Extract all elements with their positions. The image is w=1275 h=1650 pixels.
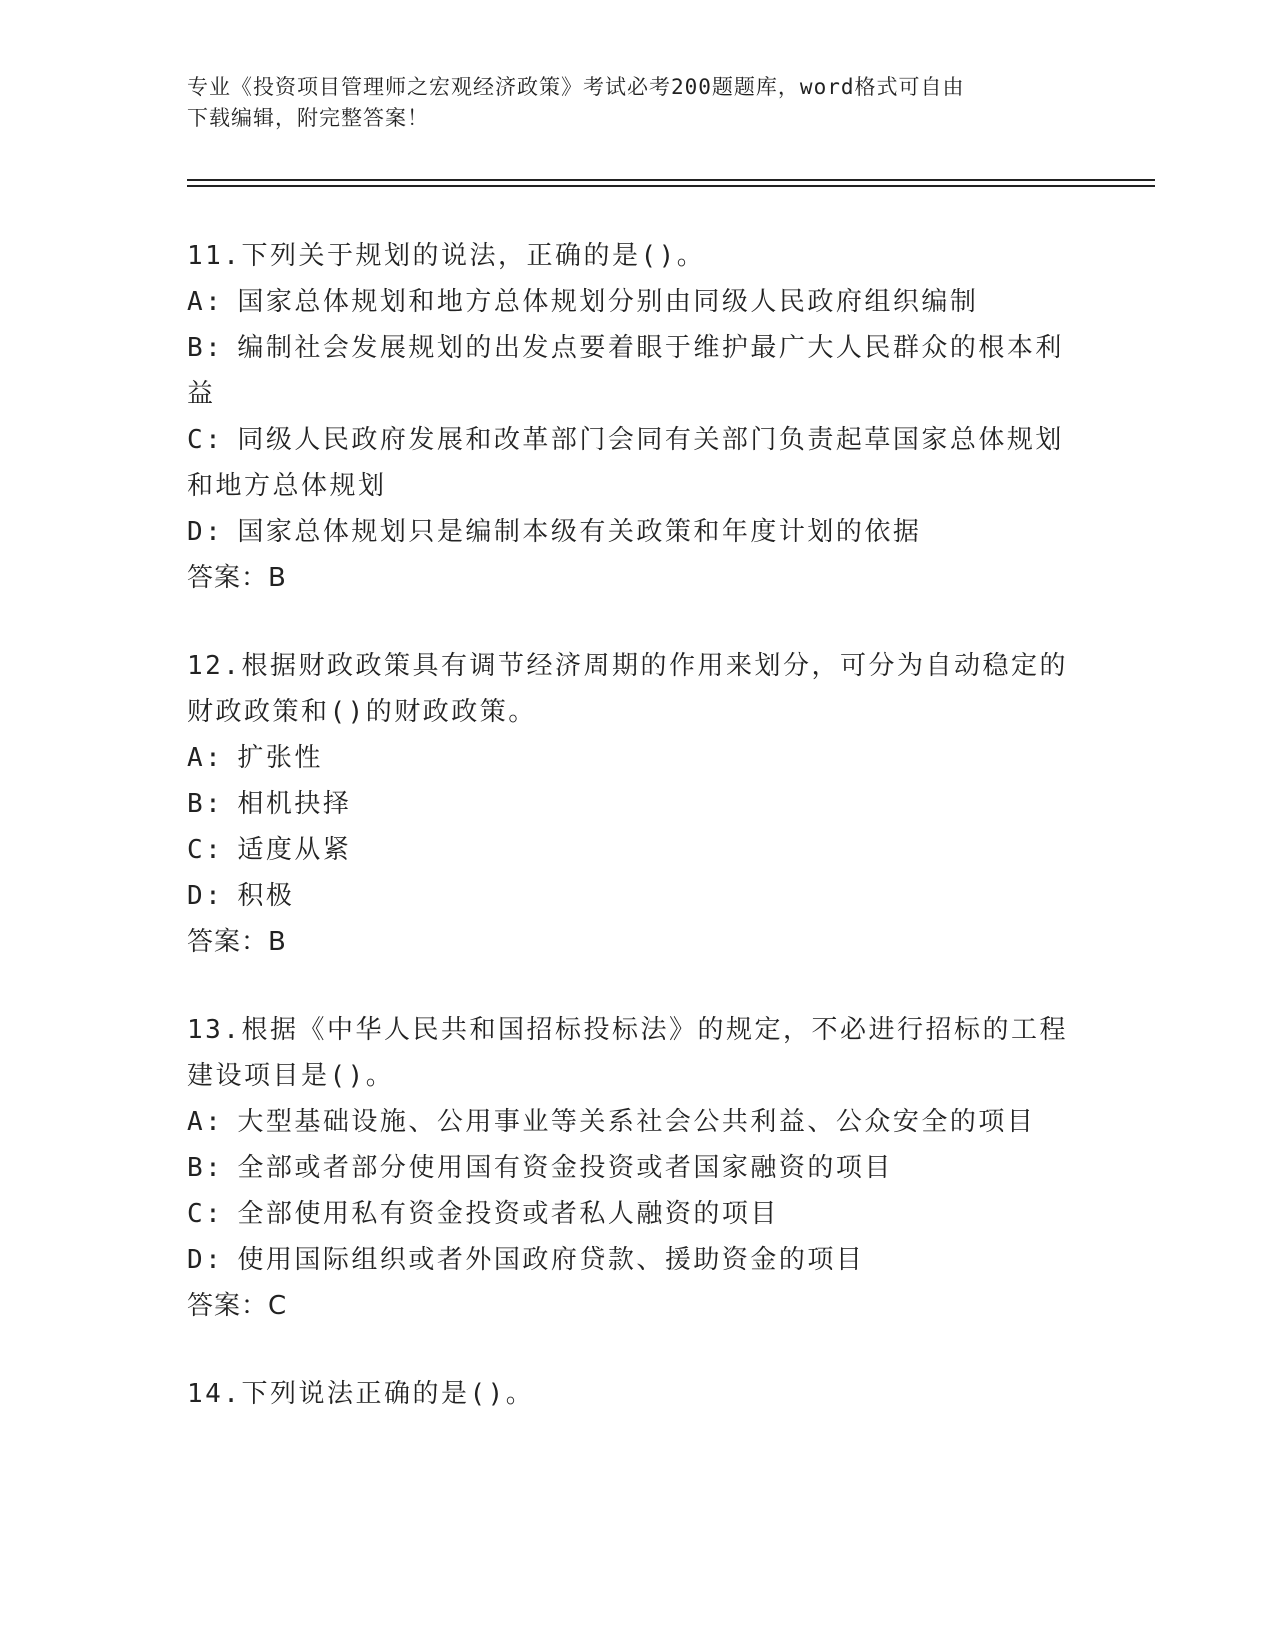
header-rule-bottom bbox=[187, 185, 1155, 187]
option-text: 同级人民政府发展和改革部门会同有关部门负责起草国家总体规划 bbox=[237, 425, 1064, 455]
option-text: 国家总体规划和地方总体规划分别由同级人民政府组织编制 bbox=[237, 287, 979, 317]
option-label: C: bbox=[187, 1199, 224, 1229]
question-block bbox=[187, 643, 1077, 965]
answer-option bbox=[187, 827, 1077, 873]
option-label: B: bbox=[187, 333, 224, 363]
question-stem: 财政政策和()的财政政策。 bbox=[187, 697, 537, 727]
option-label: A: bbox=[187, 743, 224, 773]
answer-option bbox=[187, 1237, 1077, 1283]
option-label: B: bbox=[187, 1153, 224, 1183]
header-line-1: 专业《投资项目管理师之宏观经济政策》考试必考200题题库，word格式可自由 bbox=[187, 75, 965, 99]
question-stem: 13.根据《中华人民共和国招标投标法》的规定，不必进行招标的工程 bbox=[187, 1015, 1068, 1045]
answer-option bbox=[187, 1145, 1077, 1191]
option-text: 相机抉择 bbox=[237, 789, 352, 819]
answer-option bbox=[187, 509, 1077, 555]
question-list bbox=[187, 233, 1077, 1459]
answer-option bbox=[187, 873, 1077, 919]
option-text: 适度从紧 bbox=[237, 835, 352, 865]
question-stem: 14.下列说法正确的是()。 bbox=[187, 1379, 535, 1409]
answer-option bbox=[187, 463, 1077, 509]
answer-key: 答案：B bbox=[187, 927, 287, 957]
option-text: 编制社会发展规划的出发点要着眼于维护最广大人民群众的根本利 bbox=[237, 333, 1064, 363]
option-label: D: bbox=[187, 1245, 224, 1275]
option-label: D: bbox=[187, 517, 224, 547]
question-stem: 12.根据财政政策具有调节经济周期的作用来划分，可分为自动稳定的 bbox=[187, 651, 1068, 681]
option-text: 大型基础设施、公用事业等关系社会公共利益、公众安全的项目 bbox=[237, 1107, 1036, 1137]
option-text: 扩张性 bbox=[237, 743, 323, 773]
option-label: B: bbox=[187, 789, 224, 819]
option-text: 积极 bbox=[237, 881, 295, 911]
answer-key: 答案：B bbox=[187, 563, 287, 593]
option-text: 和地方总体规划 bbox=[187, 471, 387, 501]
option-text: 益 bbox=[187, 379, 216, 409]
answer-option bbox=[187, 279, 1077, 325]
answer-key: 答案：C bbox=[187, 1291, 288, 1321]
option-label: A: bbox=[187, 1107, 224, 1137]
answer-option bbox=[187, 781, 1077, 827]
header-rule-top bbox=[187, 179, 1155, 181]
question-stem: 11.下列关于规划的说法，正确的是()。 bbox=[187, 241, 706, 271]
document-header bbox=[187, 72, 1087, 134]
option-text: 国家总体规划只是编制本级有关政策和年度计划的依据 bbox=[237, 517, 922, 547]
question-block bbox=[187, 1371, 1077, 1417]
option-label: C: bbox=[187, 835, 224, 865]
answer-option bbox=[187, 371, 1077, 417]
option-label: D: bbox=[187, 881, 224, 911]
answer-option bbox=[187, 417, 1077, 463]
answer-option bbox=[187, 735, 1077, 781]
answer-option bbox=[187, 325, 1077, 371]
option-label: C: bbox=[187, 425, 224, 455]
answer-option bbox=[187, 1191, 1077, 1237]
option-text: 全部使用私有资金投资或者私人融资的项目 bbox=[237, 1199, 779, 1229]
question-block bbox=[187, 233, 1077, 601]
answer-option bbox=[187, 1099, 1077, 1145]
question-block bbox=[187, 1007, 1077, 1329]
option-label: A: bbox=[187, 287, 224, 317]
option-text: 使用国际组织或者外国政府贷款、援助资金的项目 bbox=[237, 1245, 865, 1275]
option-text: 全部或者部分使用国有资金投资或者国家融资的项目 bbox=[237, 1153, 893, 1183]
question-stem: 建设项目是()。 bbox=[187, 1061, 395, 1091]
header-line-2: 下载编辑，附完整答案！ bbox=[187, 106, 429, 130]
